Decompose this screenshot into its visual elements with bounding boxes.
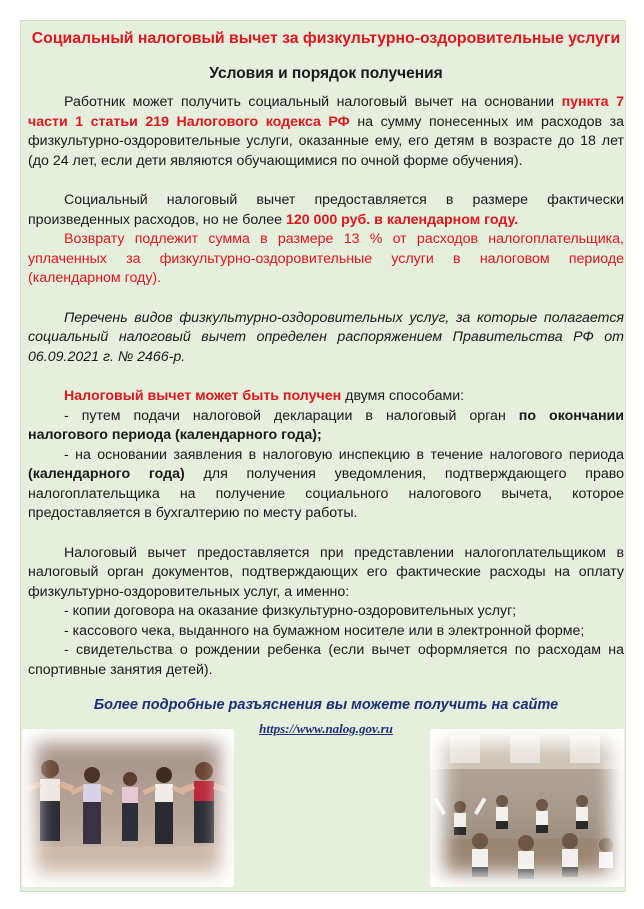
legal-reference: пункта 7 части 1 статьи 219 Налогового кодекса РФ (28, 94, 624, 130)
kids-gym-photo (430, 729, 624, 887)
paragraph-services-list: Перечень видов физкультурно-оздоровительных услуг, за которые полагается социальный налоговый вычет определен распоряжением Правительства РФ от 06.09.2021 г. № 2466-р. (28, 309, 624, 365)
document-item: - кассового чека, выданного на бумажном носителе или в электронной форме; (64, 622, 585, 639)
paragraph-limit: Социальный налоговый вычет предоставляется в размере фактически произведенных расходов, но не более 120 000 руб. в календарном году. (28, 192, 624, 228)
limit-amount: 120 000 руб. в календарном году. (285, 211, 519, 228)
paragraph-documents: Налоговый вычет предоставляется при представлении налогоплательщиком в налоговый орган документов, подтверждающих его фактические расходы на оплату физкультурно-оздоровительных услуг, а именно: (28, 544, 624, 600)
method-employer: - на основании заявления в налоговую инспекцию в течение налогового периода (календарного года) для получения уведомления, подтверждающего право налогоплательщика на получение социального налогового вычета, которое предоставляется в бухгалтерию по месту работы. (28, 446, 625, 521)
paragraph-methods: Налоговый вычет может быть получен двумя способами: (64, 388, 465, 404)
website-link[interactable]: https://www.nalog.gov.ru (259, 720, 393, 736)
page-subtitle: Условия и порядок получения (209, 64, 443, 82)
paragraph-refund: Возврату подлежит сумма в размере 13 % от расходов налогоплательщика, уплаченных за физкультурно-оздоровительные услуги в налоговом периоде (календарном году). (28, 231, 624, 286)
page-title: Социальный налоговый вычет за физкультурно-оздоровительные услуги (31, 30, 621, 47)
document-item: - копии договора на оказание физкультурно-оздоровительных услуг; (64, 603, 517, 619)
document-body (28, 27, 624, 738)
footer-note: Более подробные разъяснения вы можете получить на сайте (93, 697, 559, 713)
document-item: - свидетельства о рождении ребенка (если вычет оформляется по расходам на спортивные занятия детей). (28, 642, 624, 678)
paragraph-eligibility: Работник может получить социальный налоговый вычет на основании пункта 7 части 1 статьи 219 Налогового кодекса РФ на сумму понесенных им расходов за физкультурно-оздоровительные услуги, оказанные ему, его детям в возрасте до 18 лет (до 24 лет, если дети являются обучающимися по очной форме обучения). (28, 94, 624, 169)
method-declaration: - путем подачи налоговой декларации в налоговый орган по окончании налогового периода (календарного года); (28, 407, 624, 443)
fitness-class-photo (22, 729, 234, 887)
